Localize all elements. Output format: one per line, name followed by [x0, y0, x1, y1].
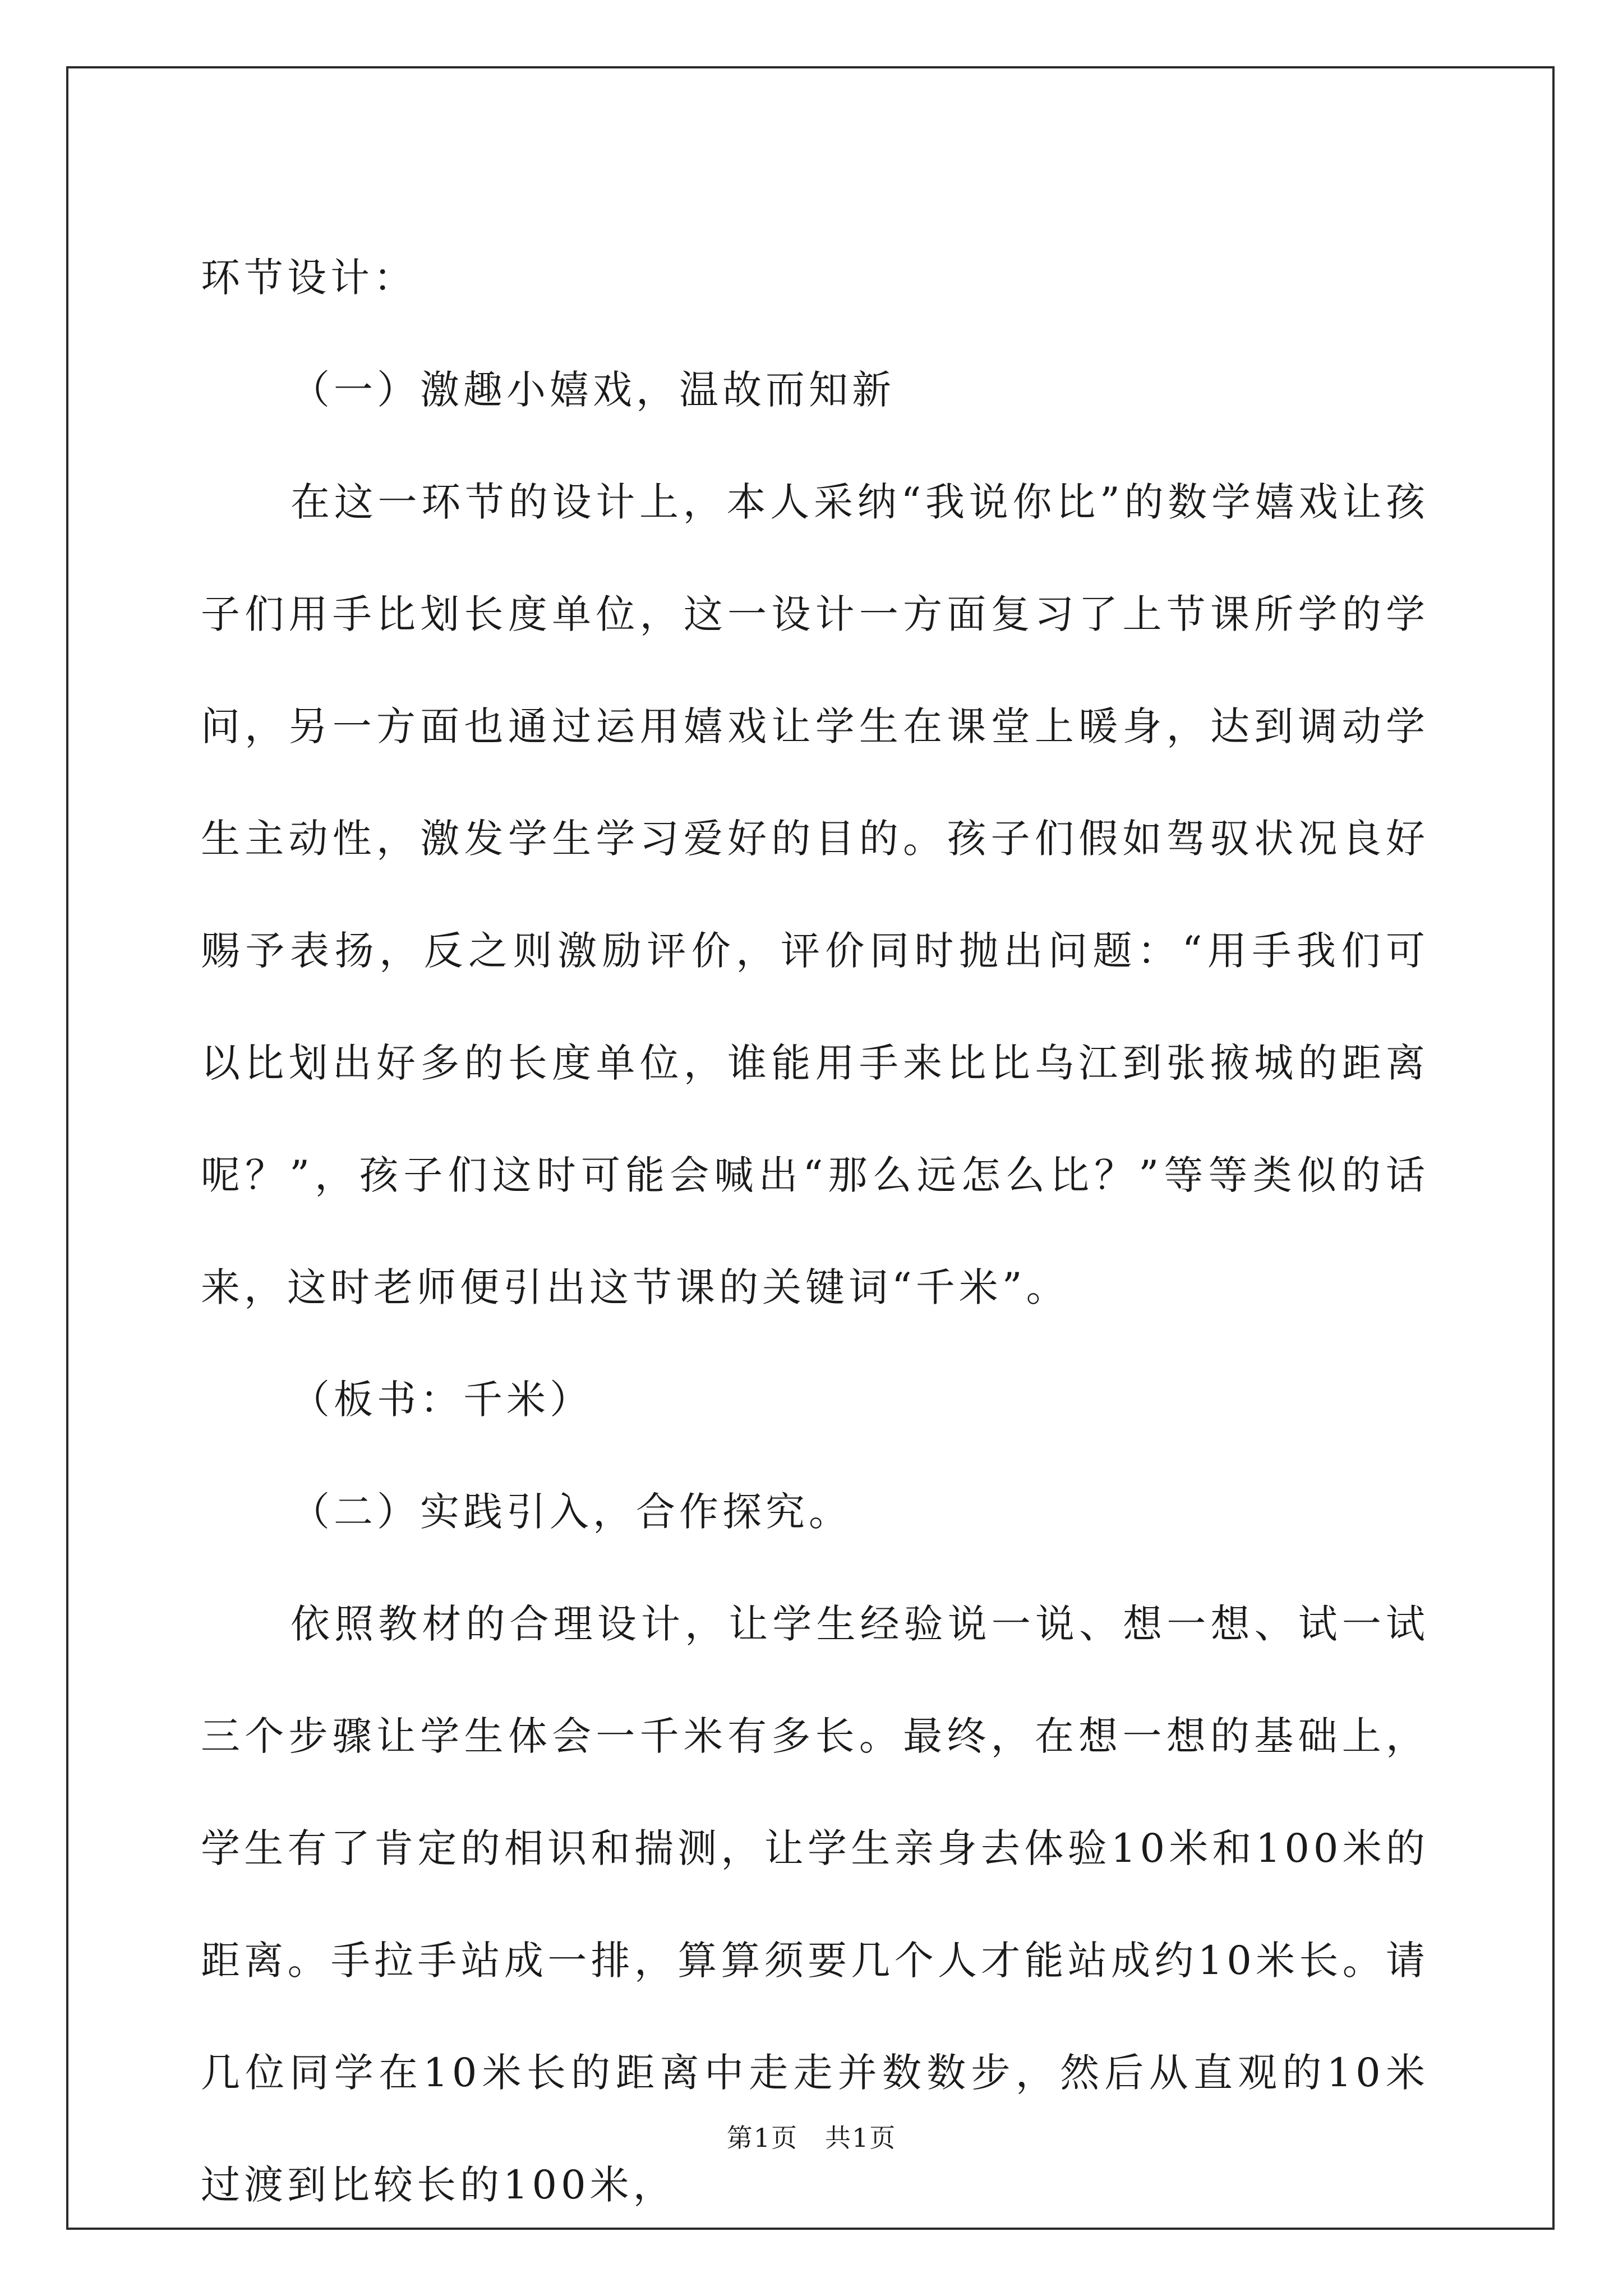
page-footer: 第1页 共1页 [726, 2123, 897, 2153]
section-two-title: （二）实践引入，合作探究。 [291, 1489, 852, 1535]
section-one-title: （一）激趣小嬉戏，温故而知新 [291, 367, 895, 413]
section-heading: 环节设计： [201, 255, 417, 301]
board-note: （板书：千米） [291, 1377, 593, 1423]
paragraph-one: 在这一环节的设计上，本人采纳“我说你比”的数学嬉戏让孩子们用手比划长度单位，这一设计一方面复习了上节课所学的学问，另一方面也通过运用嬉戏让学生在课堂上暖身，达到调动学生主动性，激发学生学习爱好的目的。孩子们假如驾驭状况良好赐予表扬，反之则激励评价，评价同时抛出问题：“用手我们可以比划出好多的长度单位，谁能用手来比比乌江到张掖城的距离呢？”，孩子们这时可能会喊出“那么远怎么比？”等等类似的话来，这时老师便引出这节课的关键词“千米”。 [201, 479, 1429, 1310]
document-body [201, 222, 1429, 2241]
paragraph-two: 依照教材的合理设计，让学生经验说一说、想一想、试一试三个步骤让学生体会一千米有多长。最终，在想一想的基础上，学生有了肯定的相识和揣测，让学生亲身去体验10米和100米的距离。手拉手站成一排，算算须要几个人才能站成约10米长。请几位同学在10米长的距离中走走并数数步，然后从直观的10米过渡到比较长的100米， [201, 1601, 1429, 2208]
